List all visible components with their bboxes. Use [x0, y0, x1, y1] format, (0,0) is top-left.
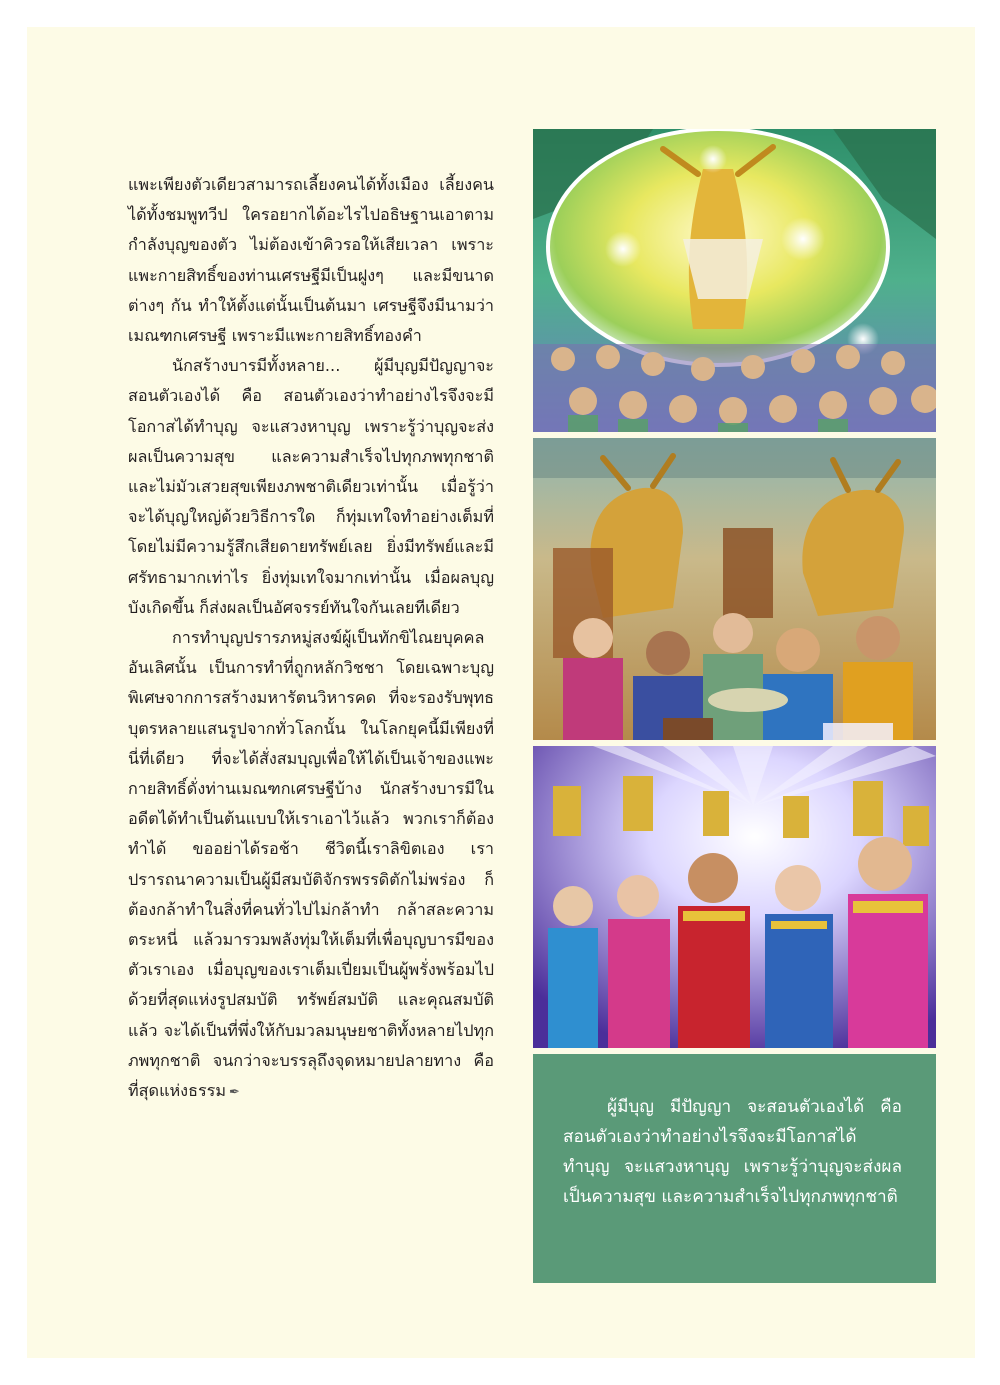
- sparkle-1: [605, 231, 641, 267]
- paragraph-merit-wisdom: นักสร้างบารมีทั้งหลาย... ผู้มีบุญมีปัญญาจะสอนตัวเองได้ คือ สอนตัวเองว่าทำอย่างไรจึงจะมีโอกาสได้ทำบุญ จะแสวงหาบุญ เพราะรู้ว่าบุญจะส่งผลเป็นความสุข และความสำเร็จไปทุกภพทุกชาติ และไม่มัวเสวยสุขเพียงภพชาติเดียวเท่านั้น เมื่อรู้ว่าจะได้บุญใหญ่ด้วยวิธีการใด ก็ทุ่มเทใจทำอย่างเต็มที่ โดยไม่มีความรู้สึกเสียดายทรัพย์เลย ยิ่งมีทรัพย์และมีศรัทธามากเท่าไร ยิ่งทุ่มเทใจมากเท่านั้น เมื่อผลบุญบังเกิดขึ้น ก็ส่งผลเป็นอัศจรรย์ทันใจกันเลยทีเดียว: [128, 356, 494, 617]
- paragraph-merit-making-text: การทำบุญปรารภหมู่สงฆ์ผู้เป็นทักขิไณยบุคคลอันเลิศนั้น เป็นการทำที่ถูกหลักวิชชา โดยเฉพาะบุญพิเศษจากการสร้างมหารัตนวิหารคด ที่จะรองรับพุทธบุตรหลายแสนรูปจากทั่วโลกนั้น ในโลกยุคนี้มีเพียงที่นี่ที่เดียว ที่จะได้สั่งสมบุญเพื่อให้ได้เป็นเจ้าของแพะกายสิทธิ์ดั่งท่านเมณฑกเศรษฐีบ้าง นักสร้างบารมีในอดีตได้ทำเป็นต้นแบบให้เราเอาไว้แล้ว พวกเราก็ต้องทำได้ ขออย่าได้รอช้า ชีวิตนี้เราลิขิตเอง เราปรารถนาความเป็นผู้มีสมบัติจักรพรรดิตักไม่พร่อง ก็ต้องกล้าทำในสิ่งที่คนทั่วไปไม่กล้าทำ กล้าสละความตระหนี่ แล้วมารวมพลังทุ่มให้เต็มที่เพื่อบุญบารมีของตัวเราเอง เมื่อบุญของเราเต็มเปี่ยมเป็นผู้พรั่งพร้อมไปด้วยที่สุดแห่งรูปสมบัติ ทรัพย์สมบัติ และคุณสมบัติแล้ว จะได้เป็นที่พึ่งให้กับมวลมนุษยชาติทั้งหลายไปทุกภพทุกชาติ จนกว่าจะบรรลุถึงจุดหมายปลายทาง คือ ที่สุดแห่งธรรม: [128, 628, 494, 1101]
- sparkle-4: [699, 145, 727, 173]
- illustration-royal-family: [533, 746, 936, 1048]
- paragraph-merit-making: [128, 623, 494, 1108]
- illustration-goats-and-people: [533, 438, 936, 740]
- background-crowd: [533, 438, 936, 478]
- brown-goat-center: [723, 528, 773, 618]
- quote-text: ผู้มีบุญ มีปัญญา จะสอนตัวเองได้ คือ สอนตัวเองว่าทำอย่างไรจึงจะมีโอกาสได้ทำบุญ จะแสวงหาบุญ เพราะรู้ว่าบุญจะส่งผลเป็นความสุข และความสำเร็จไปทุกภพทุกชาติ: [563, 1097, 902, 1207]
- illustration-royal-family-svg: [533, 746, 936, 1048]
- illustration-golden-goat-oval: [533, 129, 936, 432]
- flowers-tray: [823, 723, 893, 740]
- illustration-goats-and-people-svg: [533, 438, 936, 740]
- offering-tray-left: [663, 718, 713, 740]
- article-body: [128, 170, 494, 1108]
- end-mark-icon: ✒: [229, 1085, 240, 1101]
- illustration-golden-goat-oval-svg: [533, 129, 936, 432]
- quote-box: [533, 1054, 936, 1283]
- rice-basket: [708, 688, 788, 712]
- paragraph-goat-story: แพะเพียงตัวเดียวสามารถเลี้ยงคนได้ทั้งเมือง เลี้ยงคนได้ทั้งชมพูทวีป ใครอยากได้อะไรไปอธิษฐานเอาตามกำลังบุญของตัว ไม่ต้องเข้าคิวรอให้เสียเวลา เพราะแพะกายสิทธิ์ของท่านเศรษฐีมีเป็นฝูงๆ และมีขนาดต่างๆ กัน ทำให้ตั้งแต่นั้นเป็นต้นมา เศรษฐีจึงมีนามว่า เมณฑกเศรษฐี เพราะมีแพะกายสิทธิ์ทองคำ: [128, 175, 494, 346]
- sparkle-2: [781, 217, 825, 261]
